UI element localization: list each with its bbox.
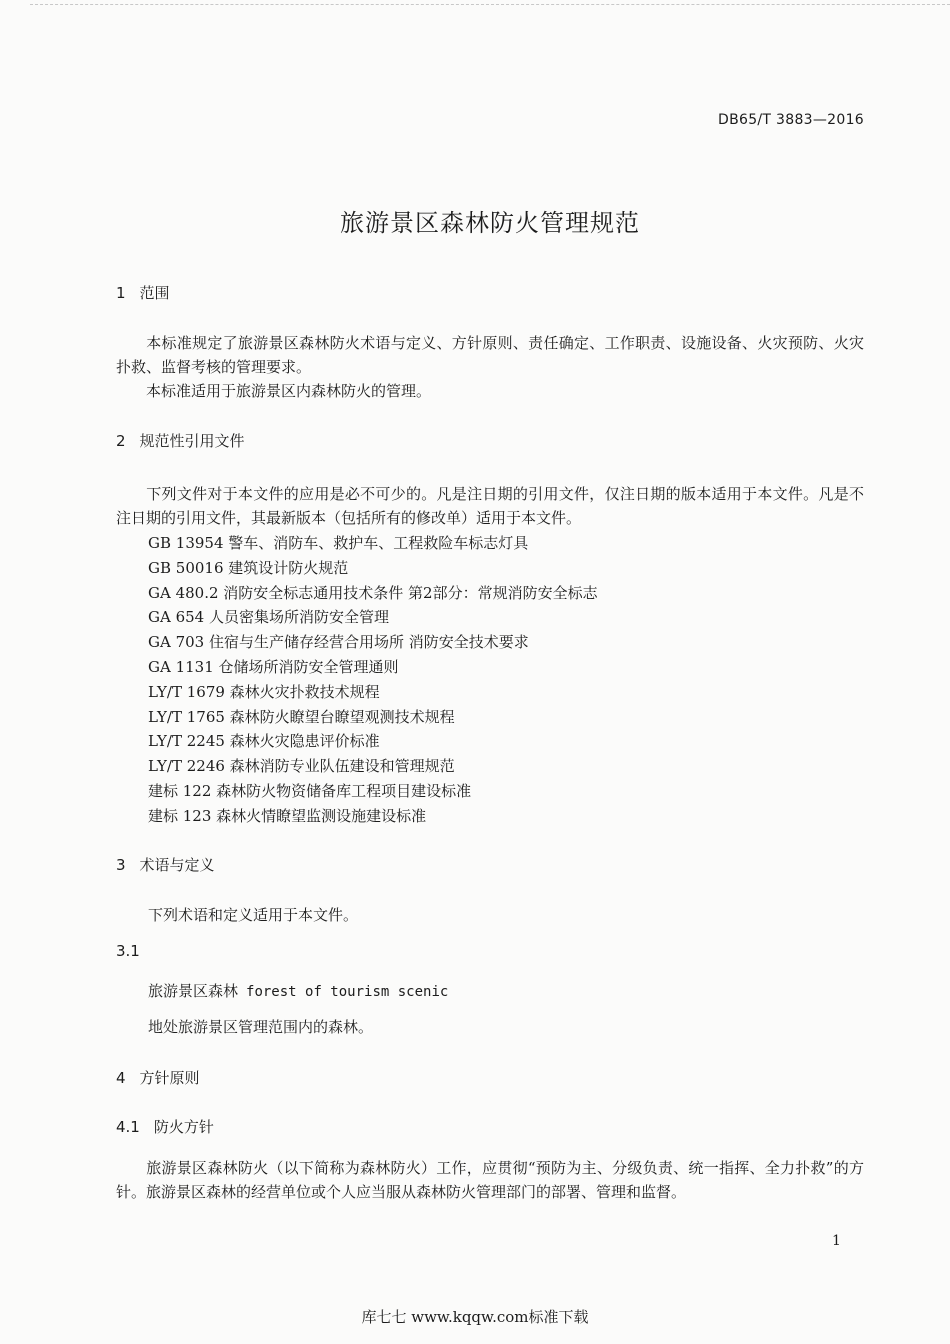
footer-watermark: 库七七 www.kqqw.com标准下载 bbox=[361, 1308, 589, 1326]
subsection-title: 防火方针 bbox=[153, 1118, 214, 1136]
section-title: 方针原则 bbox=[139, 1069, 200, 1087]
section-number: 2 bbox=[116, 432, 126, 450]
subsection-number: 4.1 bbox=[116, 1118, 140, 1136]
section-1-heading bbox=[116, 282, 170, 303]
section-3-intro: 下列术语和定义适用于本文件。 bbox=[148, 906, 359, 924]
section-4-1-paragraph bbox=[116, 1156, 864, 1204]
section-number: 1 bbox=[116, 284, 126, 302]
reference-item: LY/T 1679 森林火灾扑救技术规程 bbox=[148, 682, 380, 701]
paragraph-text: 本标准适用于旅游景区内森林防火的管理。 bbox=[146, 382, 432, 400]
term-chinese: 旅游景区森林 bbox=[148, 982, 239, 1000]
term-definition: 地处旅游景区管理范围内的森林。 bbox=[148, 1018, 374, 1036]
reference-item: GA 1131 仓储场所消防安全管理通则 bbox=[148, 657, 399, 676]
section-title: 范围 bbox=[139, 284, 170, 302]
reference-item: GA 654 人员密集场所消防安全管理 bbox=[148, 608, 389, 627]
section-3-heading bbox=[116, 854, 215, 875]
reference-item: LY/T 2245 森林火灾隐患评价标准 bbox=[148, 732, 380, 751]
section-2-heading bbox=[116, 430, 245, 451]
scan-edge-line bbox=[30, 4, 950, 5]
section-number: 4 bbox=[116, 1069, 126, 1087]
document-number: DB65/T 3883—2016 bbox=[718, 112, 864, 128]
reference-item: GB 13954 警车、消防车、救护车、工程救险车标志灯具 bbox=[148, 534, 529, 552]
paragraph-text: 旅游景区森林防火（以下简称为森林防火）工作，应贯彻“预防为主、分级负责、统一指挥、全力扑救”的方针。旅游景区森林的经营单位或个人应当服从森林防火管理部门的部署、管理和监督。 bbox=[116, 1159, 864, 1201]
reference-item: GA 480.2 消防安全标志通用技术条件 第2部分：常规消防安全标志 bbox=[148, 583, 598, 602]
reference-item: GA 703 住宿与生产储存经营合用场所 消防安全技术要求 bbox=[148, 633, 529, 652]
subsection-3-1-number: 3.1 bbox=[116, 942, 140, 960]
reference-item: LY/T 2246 森林消防专业队伍建设和管理规范 bbox=[148, 757, 455, 776]
reference-item: 建标 123 森林火情瞭望监测设施建设标准 bbox=[148, 806, 427, 825]
section-number: 3 bbox=[116, 856, 126, 874]
page-number: 1 bbox=[832, 1233, 841, 1249]
section-title: 规范性引用文件 bbox=[139, 432, 245, 450]
section-title: 术语与定义 bbox=[139, 856, 215, 874]
section-4-heading bbox=[116, 1067, 200, 1088]
term-entry bbox=[148, 980, 448, 1001]
paragraph-text: 下列文件对于本文件的应用是必不可少的。凡是注日期的引用文件，仅注日期的版本适用于本文件。凡是不注日期的引用文件，其最新版本（包括所有的修改单）适用于本文件。 bbox=[116, 485, 864, 527]
section-1-paragraph-1 bbox=[116, 331, 864, 379]
section-2-intro bbox=[116, 482, 864, 530]
normative-references-list bbox=[148, 531, 598, 829]
reference-item: 建标 122 森林防火物资储备库工程项目建设标准 bbox=[148, 781, 472, 800]
term-english: forest of tourism scenic bbox=[246, 984, 449, 1000]
paragraph-text: 本标准规定了旅游景区森林防火术语与定义、方针原则、责任确定、工作职责、设施设备、火灾预防、火灾扑救、监督考核的管理要求。 bbox=[116, 334, 864, 376]
section-1-paragraph-2 bbox=[116, 379, 864, 403]
reference-item: GB 50016 建筑设计防火规范 bbox=[148, 558, 349, 577]
document-title: 旅游景区森林防火管理规范 bbox=[340, 209, 640, 237]
reference-item: LY/T 1765 森林防火瞭望台瞭望观测技术规程 bbox=[148, 707, 455, 726]
subsection-4-1-heading bbox=[116, 1116, 214, 1137]
